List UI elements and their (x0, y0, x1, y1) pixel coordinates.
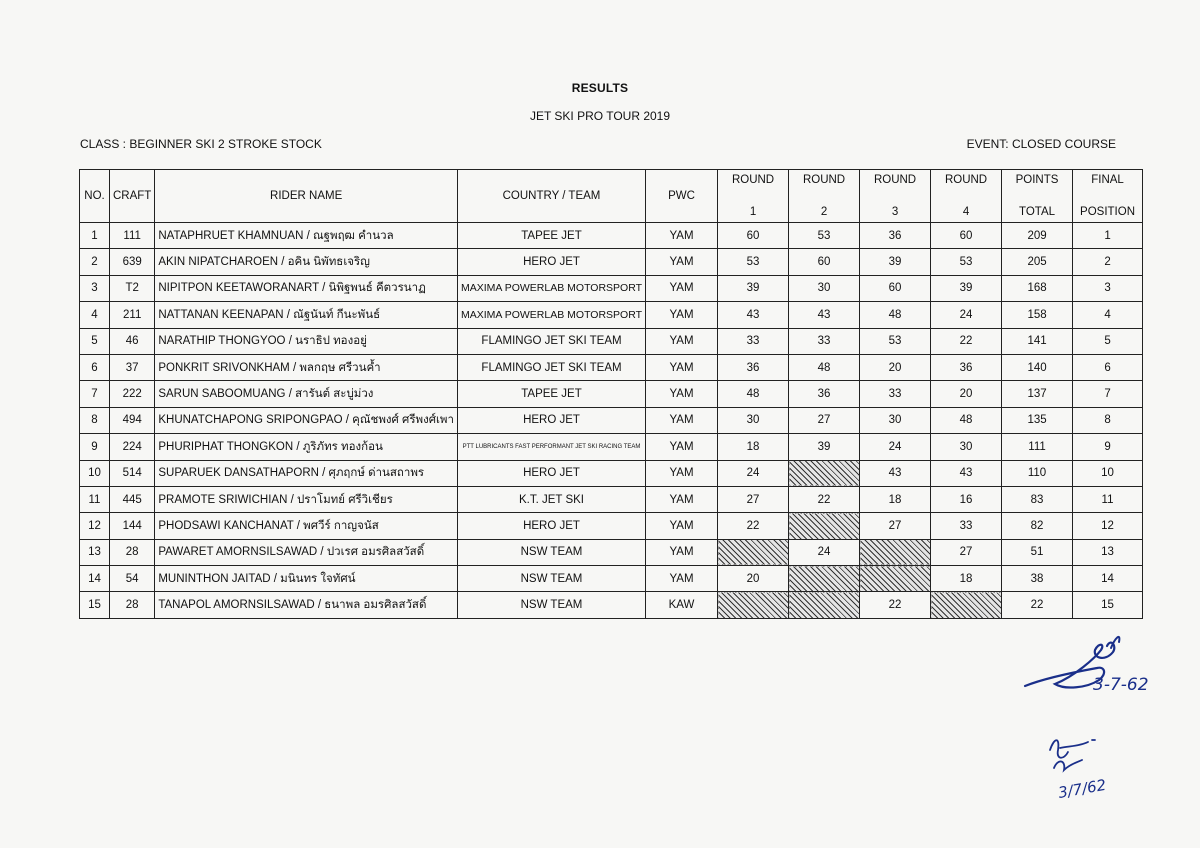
cell-round-3: 43 (860, 460, 931, 486)
cell-final-position: 2 (1073, 249, 1143, 275)
cell-team: FLAMINGO JET SKI TEAM (457, 354, 645, 380)
round-number: 4 (962, 206, 970, 218)
cell-round-1 (718, 539, 789, 565)
cell-no: 11 (80, 486, 110, 512)
cell-points-total: 51 (1002, 539, 1073, 565)
cell-round-1: 30 (718, 407, 789, 433)
cell-pwc: YAM (646, 566, 718, 592)
class-label: CLASS : BEGINNER SKI 2 STROKE STOCK (80, 137, 322, 151)
event-label: EVENT: CLOSED COURSE (966, 137, 1116, 151)
table-row (80, 302, 1143, 328)
cell-final-position: 9 (1073, 434, 1143, 460)
cell-craft: 514 (110, 460, 155, 486)
cell-round-4: 36 (931, 354, 1002, 380)
cell-round-4 (931, 592, 1002, 618)
table-row (80, 460, 1143, 486)
cell-pwc: YAM (646, 381, 718, 407)
cell-team: NSW TEAM (457, 592, 645, 618)
table-row (80, 354, 1143, 380)
cell-round-3: 39 (860, 249, 931, 275)
cell-round-3: 60 (860, 275, 931, 301)
cell-points-total: 205 (1002, 249, 1073, 275)
cell-points-total: 22 (1002, 592, 1073, 618)
cell-points-total: 140 (1002, 354, 1073, 380)
cell-round-4: 20 (931, 381, 1002, 407)
cell-round-1: 33 (718, 328, 789, 354)
table-row (80, 513, 1143, 539)
cell-round-2: 36 (789, 381, 860, 407)
header-team: COUNTRY / TEAM (457, 170, 645, 223)
cell-final-position: 10 (1073, 460, 1143, 486)
cell-no: 10 (80, 460, 110, 486)
cell-pwc: YAM (646, 223, 718, 249)
cell-final-position: 4 (1073, 302, 1143, 328)
cell-round-1: 20 (718, 566, 789, 592)
cell-round-4: 43 (931, 460, 1002, 486)
cell-points-total: 141 (1002, 328, 1073, 354)
cell-no: 8 (80, 407, 110, 433)
cell-rider: PAWARET AMORNSILSAWAD / ปวเรศ อมรศิลสวัสดิ์ (155, 539, 458, 565)
cell-points-total: 135 (1002, 407, 1073, 433)
cell-round-3: 48 (860, 302, 931, 328)
cell-round-2 (789, 513, 860, 539)
cell-pwc: YAM (646, 328, 718, 354)
cell-pwc: KAW (646, 592, 718, 618)
round-label: ROUND (873, 174, 917, 186)
cell-round-3: 24 (860, 434, 931, 460)
cell-pwc: YAM (646, 354, 718, 380)
cell-team: NSW TEAM (457, 566, 645, 592)
cell-round-2 (789, 566, 860, 592)
table-row (80, 566, 1143, 592)
cell-final-position: 14 (1073, 566, 1143, 592)
cell-team: TAPEE JET (457, 381, 645, 407)
cell-rider: KHUNATCHAPONG SRIPONGPAO / คุณัชพงศ์ ศรีพงศ์เพา (155, 407, 458, 433)
table-row (80, 539, 1143, 565)
cell-final-position: 3 (1073, 275, 1143, 301)
cell-round-2: 43 (789, 302, 860, 328)
cell-round-4: 24 (931, 302, 1002, 328)
cell-pwc: YAM (646, 407, 718, 433)
cell-points-total: 158 (1002, 302, 1073, 328)
cell-rider: MUNINTHON JAITAD / มนินทร ใจทัศน์ (155, 566, 458, 592)
cell-team: MAXIMA POWERLAB MOTORSPORT (457, 302, 645, 328)
cell-round-3: 20 (860, 354, 931, 380)
signature-2 (1030, 730, 1140, 810)
cell-team: TAPEE JET (457, 223, 645, 249)
cell-round-3: 33 (860, 381, 931, 407)
signature-2-date: 3/7/62 (1056, 775, 1108, 802)
cell-round-4: 18 (931, 566, 1002, 592)
cell-rider: PHODSAWI KANCHANAT / พศวีร์ กาญจนัส (155, 513, 458, 539)
cell-round-3 (860, 566, 931, 592)
cell-round-2: 27 (789, 407, 860, 433)
cell-points-total: 209 (1002, 223, 1073, 249)
cell-final-position: 5 (1073, 328, 1143, 354)
cell-no: 2 (80, 249, 110, 275)
cell-round-3: 22 (860, 592, 931, 618)
cell-craft: 639 (110, 249, 155, 275)
cell-pwc: YAM (646, 460, 718, 486)
header-round-1 (718, 170, 789, 223)
cell-round-2 (789, 460, 860, 486)
table-row (80, 592, 1143, 618)
page-title: RESULTS (571, 81, 629, 95)
cell-no: 6 (80, 354, 110, 380)
cell-round-4: 16 (931, 486, 1002, 512)
table-row (80, 328, 1143, 354)
cell-craft: 54 (110, 566, 155, 592)
cell-team: PTT LUBRICANTS FAST PERFORMANT JET SKI RACING TEAM (457, 434, 645, 460)
cell-no: 12 (80, 513, 110, 539)
cell-craft: 37 (110, 354, 155, 380)
round-label: ROUND (802, 174, 846, 186)
cell-no: 4 (80, 302, 110, 328)
cell-final-position: 1 (1073, 223, 1143, 249)
cell-final-position: 12 (1073, 513, 1143, 539)
cell-craft: 46 (110, 328, 155, 354)
cell-round-1: 53 (718, 249, 789, 275)
cell-round-2 (789, 592, 860, 618)
cell-round-4: 33 (931, 513, 1002, 539)
cell-pwc: YAM (646, 539, 718, 565)
cell-no: 3 (80, 275, 110, 301)
cell-no: 1 (80, 223, 110, 249)
cell-team: K.T. JET SKI (457, 486, 645, 512)
cell-round-4: 53 (931, 249, 1002, 275)
round-number: 3 (891, 206, 899, 218)
cell-rider: AKIN NIPATCHAROEN / อคิน นิพัทธเจริญ (155, 249, 458, 275)
cell-round-1: 43 (718, 302, 789, 328)
round-label: ROUND (731, 174, 775, 186)
cell-pwc: YAM (646, 249, 718, 275)
cell-round-2: 48 (789, 354, 860, 380)
cell-craft: 224 (110, 434, 155, 460)
header-round-2 (789, 170, 860, 223)
cell-points-total: 83 (1002, 486, 1073, 512)
cell-rider: TANAPOL AMORNSILSAWAD / ธนาพล อมรศิลสวัสดิ์ (155, 592, 458, 618)
cell-round-1: 27 (718, 486, 789, 512)
header-rider: RIDER NAME (155, 170, 458, 223)
cell-points-total: 82 (1002, 513, 1073, 539)
cell-rider: SUPARUEK DANSATHAPORN / ศุภฤกษ์ ด่านสถาพร (155, 460, 458, 486)
cell-no: 13 (80, 539, 110, 565)
cell-points-total: 168 (1002, 275, 1073, 301)
cell-craft: 445 (110, 486, 155, 512)
cell-team: HERO JET (457, 249, 645, 275)
cell-final-position: 11 (1073, 486, 1143, 512)
cell-final-position: 8 (1073, 407, 1143, 433)
cell-round-3: 18 (860, 486, 931, 512)
cell-pwc: YAM (646, 275, 718, 301)
header-points-total (1002, 170, 1073, 223)
cell-team: NSW TEAM (457, 539, 645, 565)
cell-round-2: 22 (789, 486, 860, 512)
cell-round-1: 24 (718, 460, 789, 486)
round-number: 2 (820, 206, 828, 218)
cell-rider: SARUN SABOOMUANG / สารันต์ สะบู่ม่วง (155, 381, 458, 407)
cell-round-4: 39 (931, 275, 1002, 301)
cell-round-3: 30 (860, 407, 931, 433)
cell-round-3: 36 (860, 223, 931, 249)
cell-round-2: 53 (789, 223, 860, 249)
cell-round-4: 27 (931, 539, 1002, 565)
cell-pwc: YAM (646, 513, 718, 539)
cell-points-total: 38 (1002, 566, 1073, 592)
cell-round-3: 27 (860, 513, 931, 539)
cell-no: 14 (80, 566, 110, 592)
cell-round-3 (860, 539, 931, 565)
cell-round-1: 60 (718, 223, 789, 249)
final-label: FINAL (1091, 174, 1124, 186)
cell-final-position: 7 (1073, 381, 1143, 407)
cell-round-2: 60 (789, 249, 860, 275)
header-final-position (1073, 170, 1143, 223)
cell-pwc: YAM (646, 434, 718, 460)
cell-round-1: 36 (718, 354, 789, 380)
cell-round-4: 22 (931, 328, 1002, 354)
cell-round-2: 39 (789, 434, 860, 460)
results-table (79, 169, 1143, 619)
points-label: POINTS (1015, 174, 1059, 186)
table-row (80, 249, 1143, 275)
cell-rider: PONKRIT SRIVONKHAM / พลกฤษ ศรีวนค้ำ (155, 354, 458, 380)
cell-no: 5 (80, 328, 110, 354)
header-craft: CRAFT (110, 170, 155, 223)
cell-craft: 111 (110, 223, 155, 249)
cell-pwc: YAM (646, 302, 718, 328)
header-no: NO. (80, 170, 110, 223)
cell-craft: 28 (110, 539, 155, 565)
cell-craft: 494 (110, 407, 155, 433)
cell-round-1: 39 (718, 275, 789, 301)
cell-points-total: 137 (1002, 381, 1073, 407)
cell-round-2: 30 (789, 275, 860, 301)
cell-round-1: 48 (718, 381, 789, 407)
cell-team: HERO JET (457, 407, 645, 433)
cell-round-1: 18 (718, 434, 789, 460)
cell-points-total: 110 (1002, 460, 1073, 486)
cell-craft: 28 (110, 592, 155, 618)
total-label: TOTAL (1019, 206, 1056, 218)
cell-round-2: 33 (789, 328, 860, 354)
signature-1 (1015, 628, 1175, 700)
cell-team: HERO JET (457, 513, 645, 539)
cell-round-3: 53 (860, 328, 931, 354)
table-row (80, 223, 1143, 249)
signature-1-date: 3-7-62 (1093, 675, 1149, 695)
cell-team: FLAMINGO JET SKI TEAM (457, 328, 645, 354)
cell-rider: PHURIPHAT THONGKON / ภูริภัทร ทองก้อน (155, 434, 458, 460)
round-label: ROUND (944, 174, 988, 186)
cell-craft: T2 (110, 275, 155, 301)
header-row (80, 170, 1143, 223)
cell-final-position: 13 (1073, 539, 1143, 565)
cell-no: 9 (80, 434, 110, 460)
cell-final-position: 15 (1073, 592, 1143, 618)
table-row (80, 434, 1143, 460)
cell-round-1 (718, 592, 789, 618)
round-number: 1 (749, 206, 757, 218)
cell-round-4: 60 (931, 223, 1002, 249)
cell-rider: NATTANAN KEENAPAN / ณัฐนันท์ กีนะพันธ์ (155, 302, 458, 328)
cell-craft: 222 (110, 381, 155, 407)
cell-no: 7 (80, 381, 110, 407)
position-label: POSITION (1080, 206, 1135, 218)
cell-rider: NIPITPON KEETAWORANART / นิพิฐพนธ์ คีตวรนาฏ (155, 275, 458, 301)
cell-rider: PRAMOTE SRIWICHIAN / ปราโมทย์ ศรีวิเชียร (155, 486, 458, 512)
cell-no: 15 (80, 592, 110, 618)
cell-pwc: YAM (646, 486, 718, 512)
page-subtitle: JET SKI PRO TOUR 2019 (529, 109, 671, 123)
cell-team: HERO JET (457, 460, 645, 486)
cell-craft: 144 (110, 513, 155, 539)
cell-round-1: 22 (718, 513, 789, 539)
header-round-4 (931, 170, 1002, 223)
table-row (80, 486, 1143, 512)
cell-round-4: 48 (931, 407, 1002, 433)
table-row (80, 381, 1143, 407)
table-row (80, 275, 1143, 301)
cell-rider: NATAPHRUET KHAMNUAN / ณฐพฤฒ คำนวล (155, 223, 458, 249)
cell-round-4: 30 (931, 434, 1002, 460)
header-round-3 (860, 170, 931, 223)
cell-rider: NARATHIP THONGYOO / นราธิป ทองอยู่ (155, 328, 458, 354)
header-pwc: PWC (646, 170, 718, 223)
cell-craft: 211 (110, 302, 155, 328)
cell-round-2: 24 (789, 539, 860, 565)
cell-points-total: 111 (1002, 434, 1073, 460)
table-row (80, 407, 1143, 433)
cell-final-position: 6 (1073, 354, 1143, 380)
cell-team: MAXIMA POWERLAB MOTORSPORT (457, 275, 645, 301)
